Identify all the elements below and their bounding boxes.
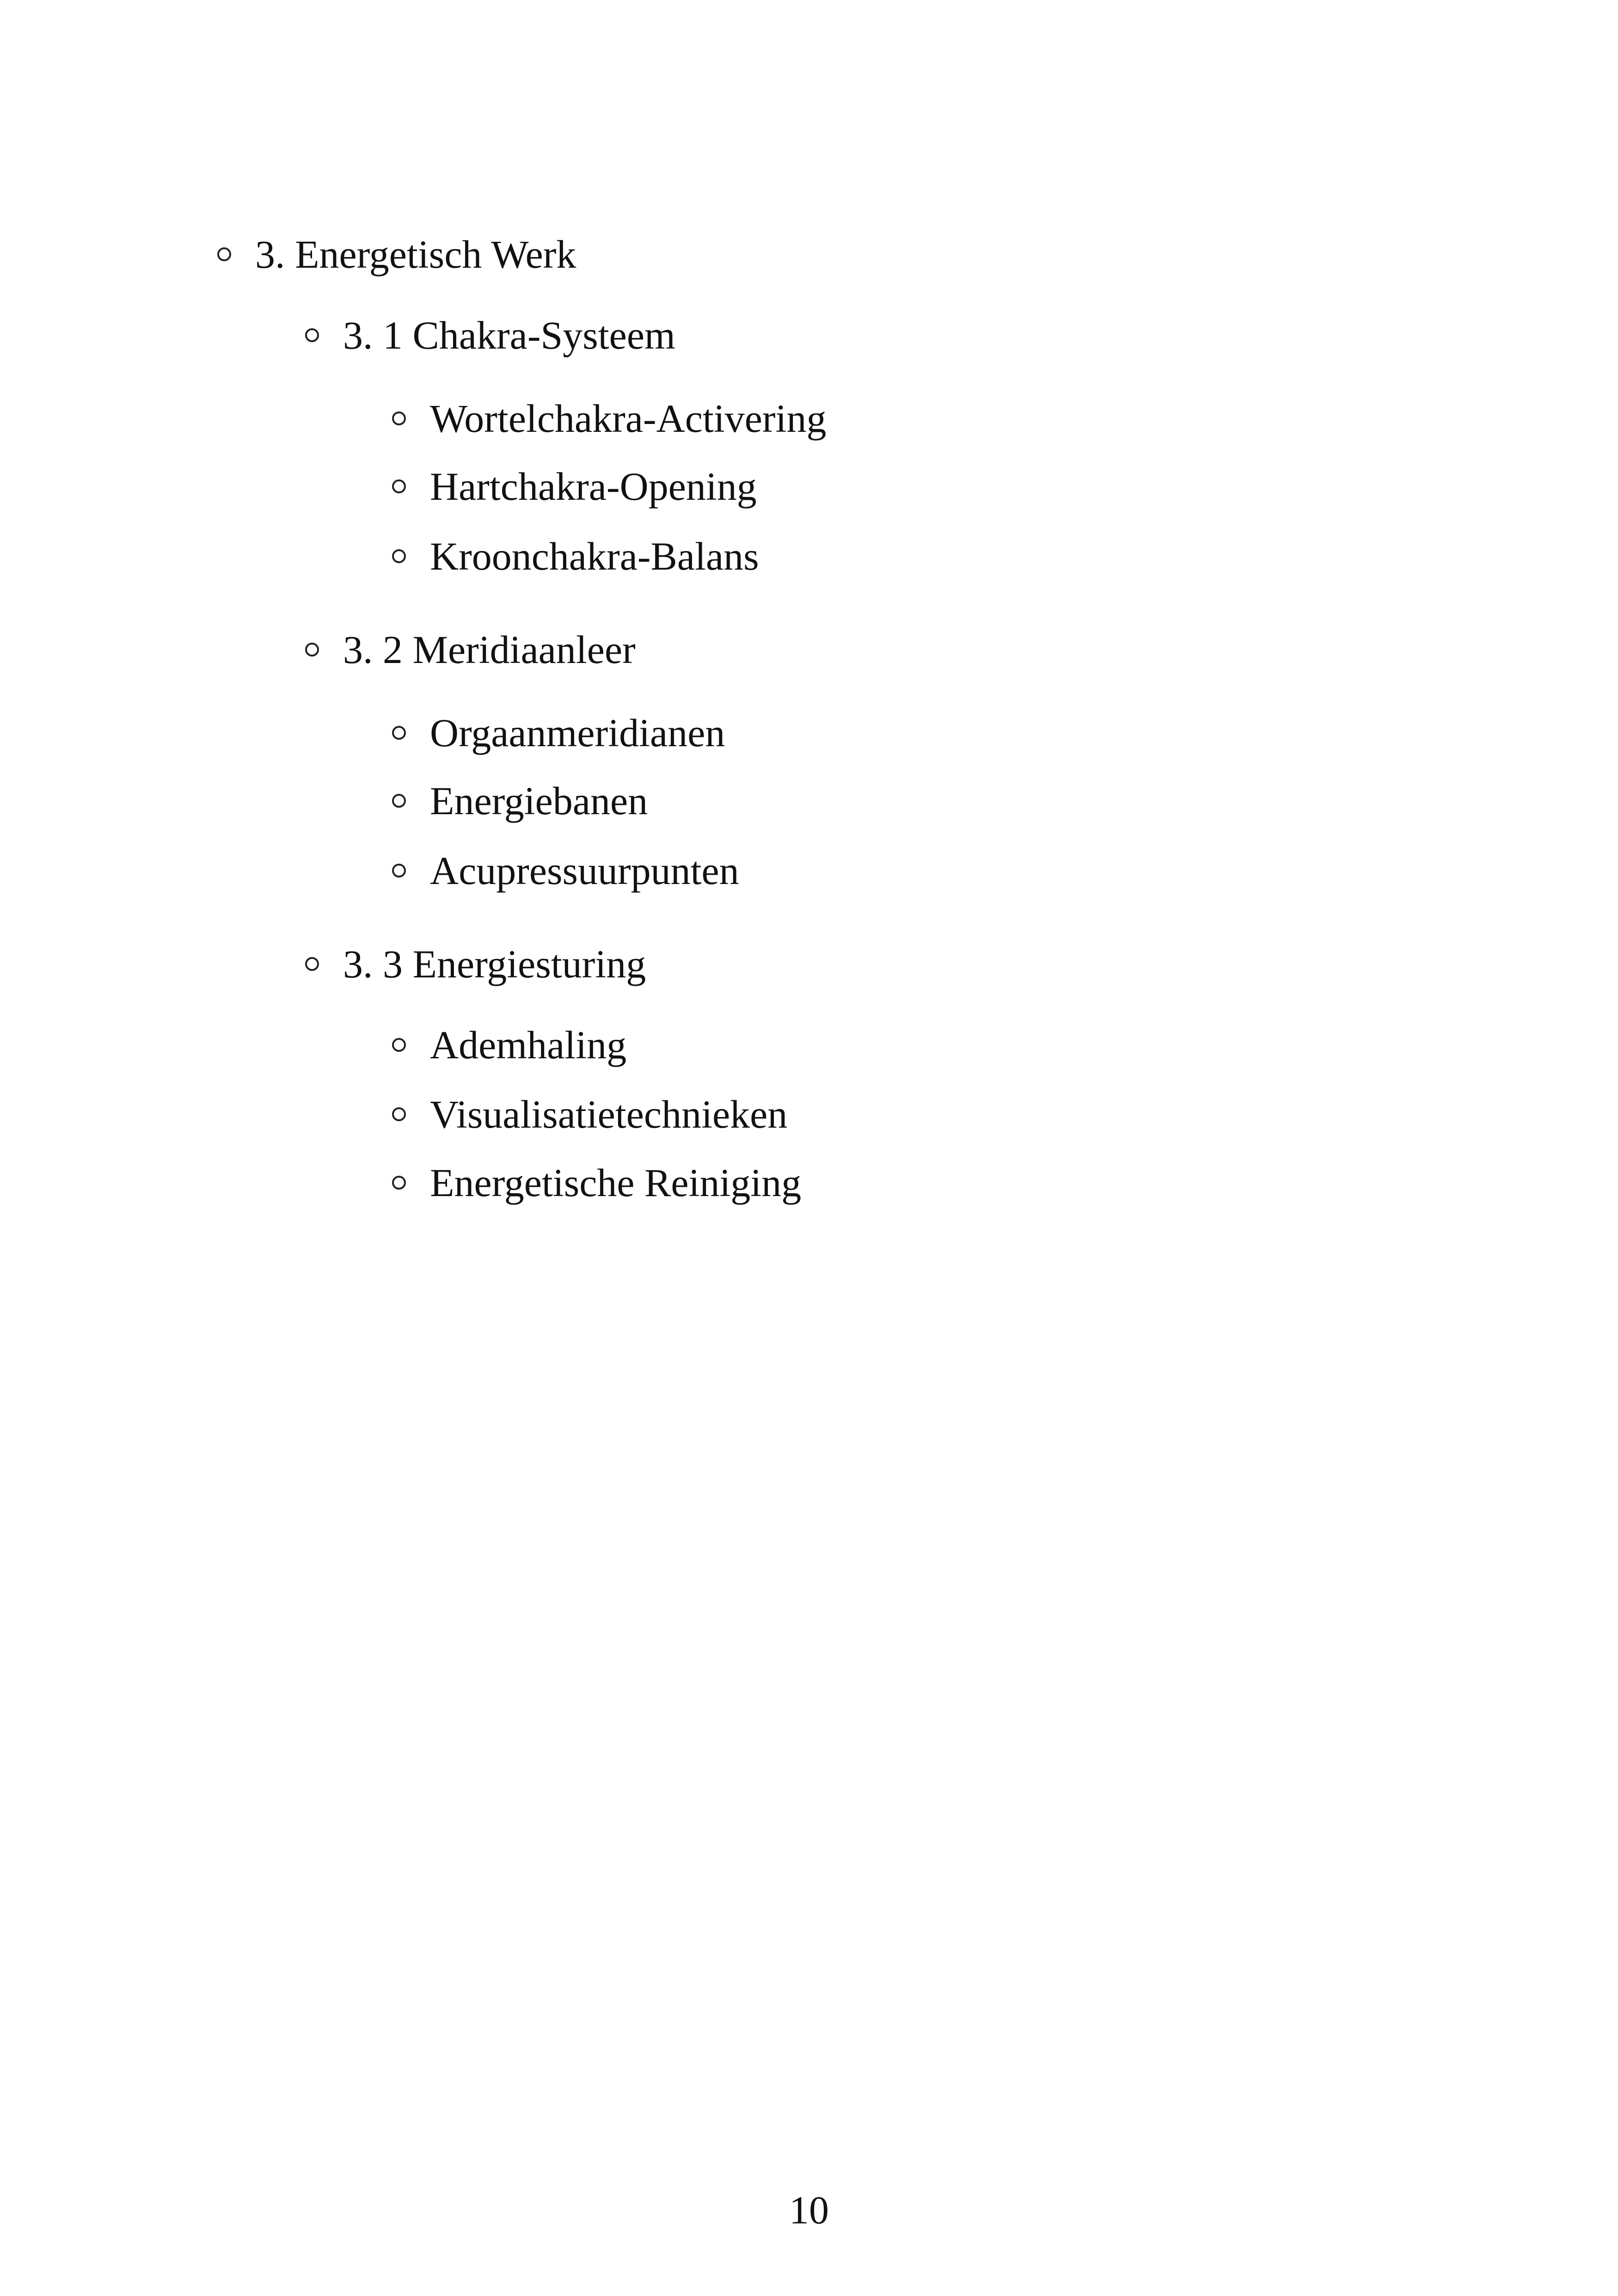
outline-section — [305, 312, 675, 358]
hollow-circle-bullet-icon — [217, 247, 231, 261]
item-label: Kroonchakra-Balans — [430, 534, 759, 578]
hollow-circle-bullet-icon — [392, 411, 406, 425]
outline-item — [392, 1022, 626, 1068]
outline-item — [392, 1091, 787, 1137]
outline-item — [392, 463, 757, 510]
outline-chapter — [217, 231, 576, 277]
hollow-circle-bullet-icon — [305, 643, 319, 657]
outline-item — [392, 778, 648, 824]
outline-item — [392, 1160, 801, 1206]
chapter-title: 3. Energetisch Werk — [255, 232, 576, 276]
item-label: Ademhaling — [430, 1023, 627, 1067]
item-label: Wortelchakra-Activering — [430, 396, 827, 441]
hollow-circle-bullet-icon — [392, 726, 406, 740]
hollow-circle-bullet-icon — [392, 1107, 406, 1121]
hollow-circle-bullet-icon — [305, 957, 319, 971]
outline-section — [305, 626, 636, 673]
section-heading: 3. 1 Chakra-Systeem — [343, 313, 675, 357]
outline-item — [392, 710, 725, 756]
hollow-circle-bullet-icon — [305, 328, 319, 342]
outline-item — [392, 395, 826, 442]
hollow-circle-bullet-icon — [392, 479, 406, 493]
page-number: 10 — [789, 2188, 829, 2232]
item-label: Visualisatietechnieken — [430, 1092, 788, 1136]
hollow-circle-bullet-icon — [392, 794, 406, 808]
item-label: Energiebanen — [430, 779, 648, 823]
outline-item — [392, 847, 739, 894]
hollow-circle-bullet-icon — [392, 864, 406, 878]
section-heading: 3. 2 Meridiaanleer — [343, 627, 636, 672]
outline-item — [392, 533, 759, 579]
outline-section — [305, 941, 646, 987]
hollow-circle-bullet-icon — [392, 1176, 406, 1190]
item-label: Energetische Reiniging — [430, 1160, 802, 1205]
section-heading: 3. 3 Energiesturing — [343, 942, 646, 986]
hollow-circle-bullet-icon — [392, 549, 406, 563]
hollow-circle-bullet-icon — [392, 1038, 406, 1052]
item-label: Hartchakra-Opening — [430, 464, 757, 509]
item-label: Orgaanmeridianen — [430, 711, 725, 755]
item-label: Acupressuurpunten — [430, 848, 739, 893]
